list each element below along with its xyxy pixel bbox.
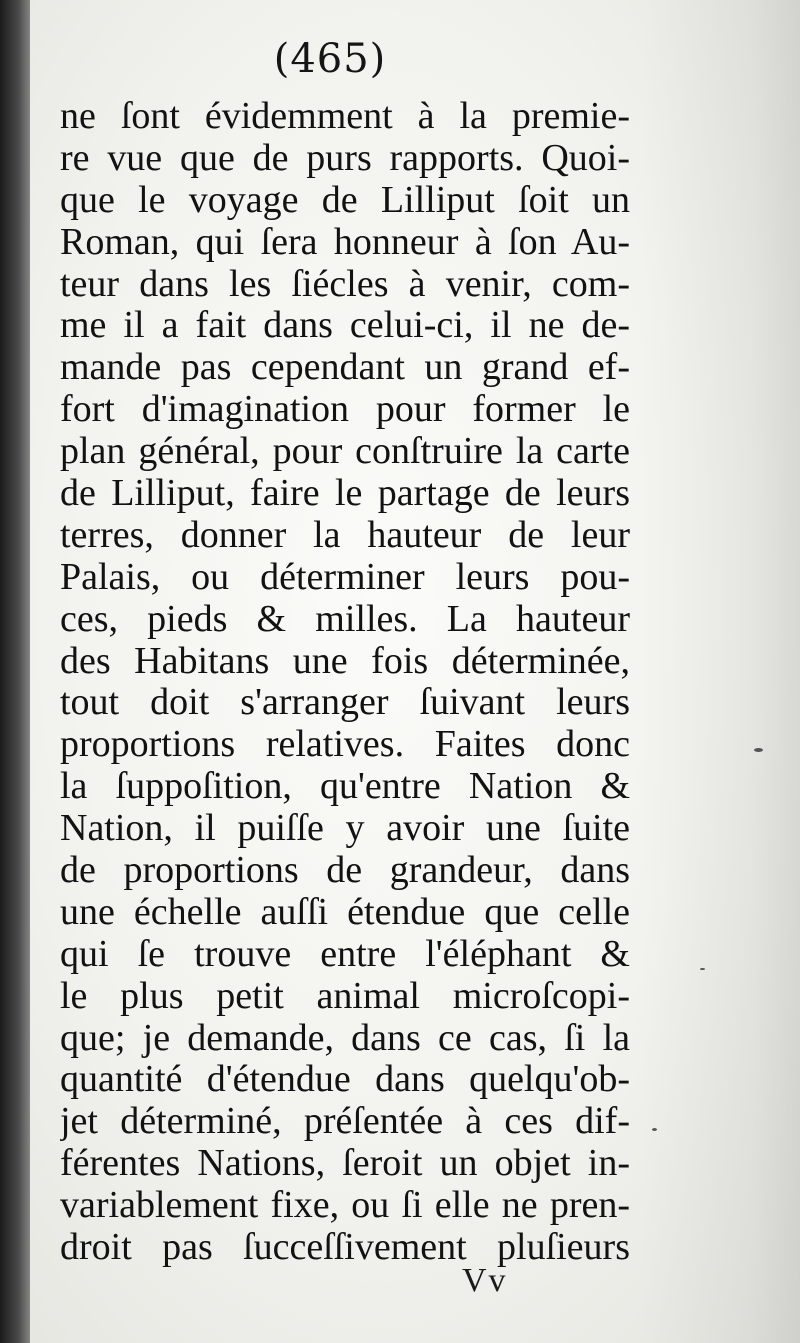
text-line: me il a fait dans celui-ci, il ne de- [60,305,630,347]
text-line: de Lilliput, faire le partage de leurs [60,473,630,515]
signature-mark: Vv [462,1262,508,1299]
paper-speck [754,748,763,752]
text-line: qui ſe trouve entre l'éléphant & [60,933,630,975]
text-line: quantité d'étendue dans quelqu'ob- [60,1059,630,1101]
paper-speck [700,968,705,970]
text-line: Roman, qui ſera honneur à ſon Au- [60,221,630,263]
text-line: tout doit s'arranger ſuivant leurs [60,682,630,724]
text-line: fort d'imagination pour former le [60,389,630,431]
text-line: des Habitans une fois déterminée, [60,640,630,682]
text-line: jet déterminé, préſentée à ces dif- [60,1101,630,1143]
paper-edge-shading [640,0,800,1343]
text-line: plan général, pour conſtruire la carte [60,431,630,473]
text-line: teur dans les ſiécles à venir, com- [60,263,630,305]
text-line: mande pas cependant un grand ef- [60,347,630,389]
text-line: proportions relatives. Faites donc [60,724,630,766]
text-line: que; je demande, dans ce cas, ſi la [60,1017,630,1059]
text-line: terres, donner la hauteur de leur [60,514,630,556]
paper-speck [652,1128,657,1131]
text-line: de proportions de grandeur, dans [60,850,630,892]
text-line: re vue que de purs rapports. Quoi- [60,137,630,179]
text-line: une échelle auſſi étendue que celle [60,891,630,933]
text-line: Palais, ou déterminer leurs pou- [60,556,630,598]
body-text [60,96,630,1269]
text-line: ces, pieds & milles. La hauteur [60,598,630,640]
text-line: le plus petit animal microſcopi- [60,975,630,1017]
text-line: la ſuppoſition, qu'entre Nation & [60,766,630,808]
text-line: ne ſont évidemment à la premie- [60,96,630,137]
page-number: (465) [273,36,387,82]
text-line: droit pas ſucceſſivement pluſieurs [60,1227,630,1269]
text-line: Nation, il puiſſe y avoir une ſuite [60,808,630,850]
text-line: variablement fixe, ou ſi elle ne pren- [60,1185,630,1227]
book-gutter-shadow [0,0,34,1343]
text-line: férentes Nations, ſeroit un objet in- [60,1143,630,1185]
text-line: que le voyage de Lilliput ſoit un [60,179,630,221]
